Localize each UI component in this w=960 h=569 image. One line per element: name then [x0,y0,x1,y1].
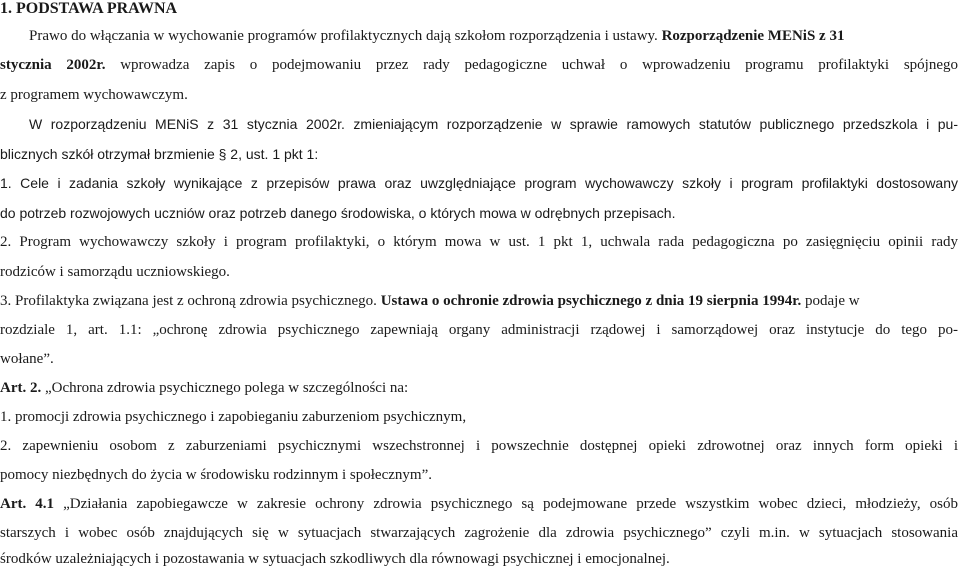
item-2-line-2: rodziców i samorządu uczniowskiego. [0,264,230,280]
intro-line-3: z programem wychowawczym. [0,87,188,103]
regulation-line-1: W rozporządzeniu MENiS z 31 stycznia 2002r. zmieniającym rozporządzenie w sprawie ramowych statutów publicznego przedszkola i pu- [29,116,958,132]
article-2-point-2-line-1: 2. zapewnieniu osobom z zaburzeniami psychicznymi wszechstronnej i powszechnie dostępnej opieki zdrowotnej oraz innych form opieki i [0,438,958,454]
intro-text-1: Prawo do włączania w wychowanie programów profilaktycznych dają szkołom rozporządzenia i ustawy. [29,28,658,44]
intro-line-1 [29,26,844,46]
article-2-point-2-line-2: pomocy niezbędnych do życia w środowisku rodzinnym i społecznym”. [0,467,432,483]
item-1-text: Cele i zadania szkoły wynikające z przepisów prawa oraz uwzględniające program wychowawczy szkoły i program profilaktyki dostosowany [20,175,958,191]
article-2-label: Art. 2. [0,380,42,396]
item-2-line-1: 2. Program wychowawczy szkoły i program profilaktyki, o którym mowa w ust. 1 pkt 1, uchwala rada pedagogiczna po zasięgnięciu opinii rady [0,234,958,250]
regulation-title-1: Rozporządzenie MENiS z 31 [661,28,845,44]
regulation-date-1: stycznia 2002r. [0,57,106,73]
item-1-line-2: do potrzeb rozwojowych uczniów oraz potrzeb danego środowiska, o których mowa w odrębnych przepisach. [0,205,676,221]
article-4-line-1 [0,494,958,514]
intro-line-2 [0,55,958,75]
section-heading: 1. PODSTAWA PRAWNA [0,0,178,17]
regulation-line-2: blicznych szkół otrzymał brzmienie § 2, ust. 1 pkt 1: [0,146,319,162]
article-4-line-2: starszych i wobec osób znajdujących się w sytuacjach stwarzających zagrożenie dla zdrowia psychicznego” czyli m.in. w sytuacjach stosowania [0,525,958,541]
item-1-number: 1. [0,175,12,191]
item-3-text: 3. Profilaktyka związana jest z ochroną zdrowia psychicznego. [0,293,377,309]
item-3-text-end: podaje w [805,293,860,309]
item-3-line-2: rozdziale 1, art. 1.1: „ochronę zdrowia psychicznego zapewniają organy administracji rządowej i samorządowej oraz instytucje do tego po- [0,322,958,338]
act-title: Ustawa o ochronie zdrowia psychicznego z dnia 19 sierpnia 1994r. [380,293,802,309]
article-4-label: Art. 4.1 [0,496,55,512]
article-4-text: „Działania zapobiegawcze w zakresie ochrony zdrowia psychicznego są podejmowane przede wszystkim wobec dzieci, młodzieży, osób [63,496,958,512]
article-2-line [0,378,408,398]
intro-text-2: wprowadza zapis o podejmowaniu przez rady pedagogiczne uchwał o wprowadzeniu programu profilaktyki spójnego [120,57,958,73]
article-2-point-1: 1. promocji zdrowia psychicznego i zapobieganiu zaburzeniom psychicznym, [0,409,467,425]
item-3-line-1 [0,291,860,311]
item-1-line-1 [0,173,958,193]
article-4-line-3: środków uzależniających i pozostawania w sytuacjach szkodliwych dla równowagi psychicznej i emocjonalnej. [0,551,670,567]
article-2-text: „Ochrona zdrowia psychicznego polega w szczególności na: [45,380,409,396]
item-3-line-3: wołane”. [0,351,54,367]
